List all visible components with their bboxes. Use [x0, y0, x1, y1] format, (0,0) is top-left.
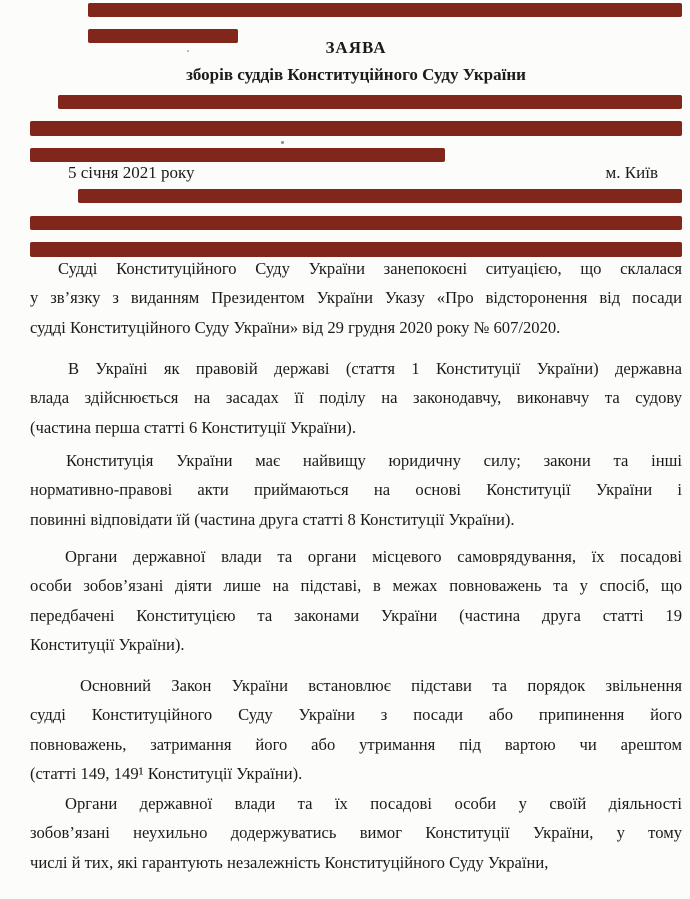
paragraph-line: числі й тих, які гарантують незалежність Конституційного Суду України, [30, 852, 549, 872]
paragraph [30, 354, 682, 442]
paragraph [30, 446, 682, 534]
paragraph-line: Конституції України). [30, 635, 185, 655]
document-date: 5 січня 2021 року [68, 163, 195, 182]
paragraph [30, 254, 682, 342]
paragraph-line: зобов’язані неухильно додержуватись вимог Конституції України, у тому [30, 823, 682, 843]
ink-speck [187, 50, 189, 52]
document-title: ЗАЯВА [325, 38, 387, 57]
paragraph-line: у зв’язку з виданням Президентом України Указу «Про відсторонення від посади [30, 288, 682, 308]
paragraph-line: Конституція України має найвищу юридичну силу; закони та інші [66, 451, 682, 470]
paragraph-line: Органи державної влади та їх посадові особи у своїй діяльності [65, 794, 682, 813]
paragraph-line: (статті 149, 149¹ Конституції України). [30, 764, 303, 784]
paragraph-line: Органи державної влади та органи місцевого самоврядування, їх посадові [65, 547, 682, 566]
paragraph-line: судді Конституційного Суду України з посади або припинення його [30, 705, 682, 725]
paragraph-line: (частина перша статті 6 Конституції України). [30, 417, 356, 437]
paragraph-line: передбачені Конституцією та законами України (частина друга статті 19 [30, 605, 682, 625]
paragraph-line: Основний Закон України встановлює підстави та порядок звільнення [80, 676, 682, 695]
paragraph [30, 542, 682, 660]
paragraph-line: повноважень, затримання його або утримання під вартою чи арештом [30, 734, 682, 754]
paragraph-line: судді Конституційного Суду України» від 29 грудня 2020 року № 607/2020. [30, 317, 561, 337]
ink-speck [281, 141, 284, 144]
paragraph [30, 789, 682, 877]
paragraph-line: влада здійснюється на засадах її поділу на законодавчу, виконавчу та судову [30, 388, 682, 408]
paragraph-line: В Україні як правовій державі (стаття 1 Конституції України) державна [68, 359, 682, 378]
paragraph [30, 671, 682, 789]
paragraph-line: нормативно-правові акти приймаються на основі Конституції України і [30, 480, 682, 500]
paragraph-line: особи зобов’язані діяти лише на підставі, в межах повноважень та у спосіб, що [30, 576, 682, 596]
document-place: м. Київ [605, 163, 658, 182]
paragraph-line: Судді Конституційного Суду України занепокоєні ситуацією, що склалася [58, 259, 682, 278]
document-subtitle: зборів суддів Конституційного Суду України [186, 65, 526, 84]
document-body [30, 0, 682, 899]
paragraph-line: повинні відповідати їй (частина друга статті 8 Конституції України). [30, 509, 515, 529]
